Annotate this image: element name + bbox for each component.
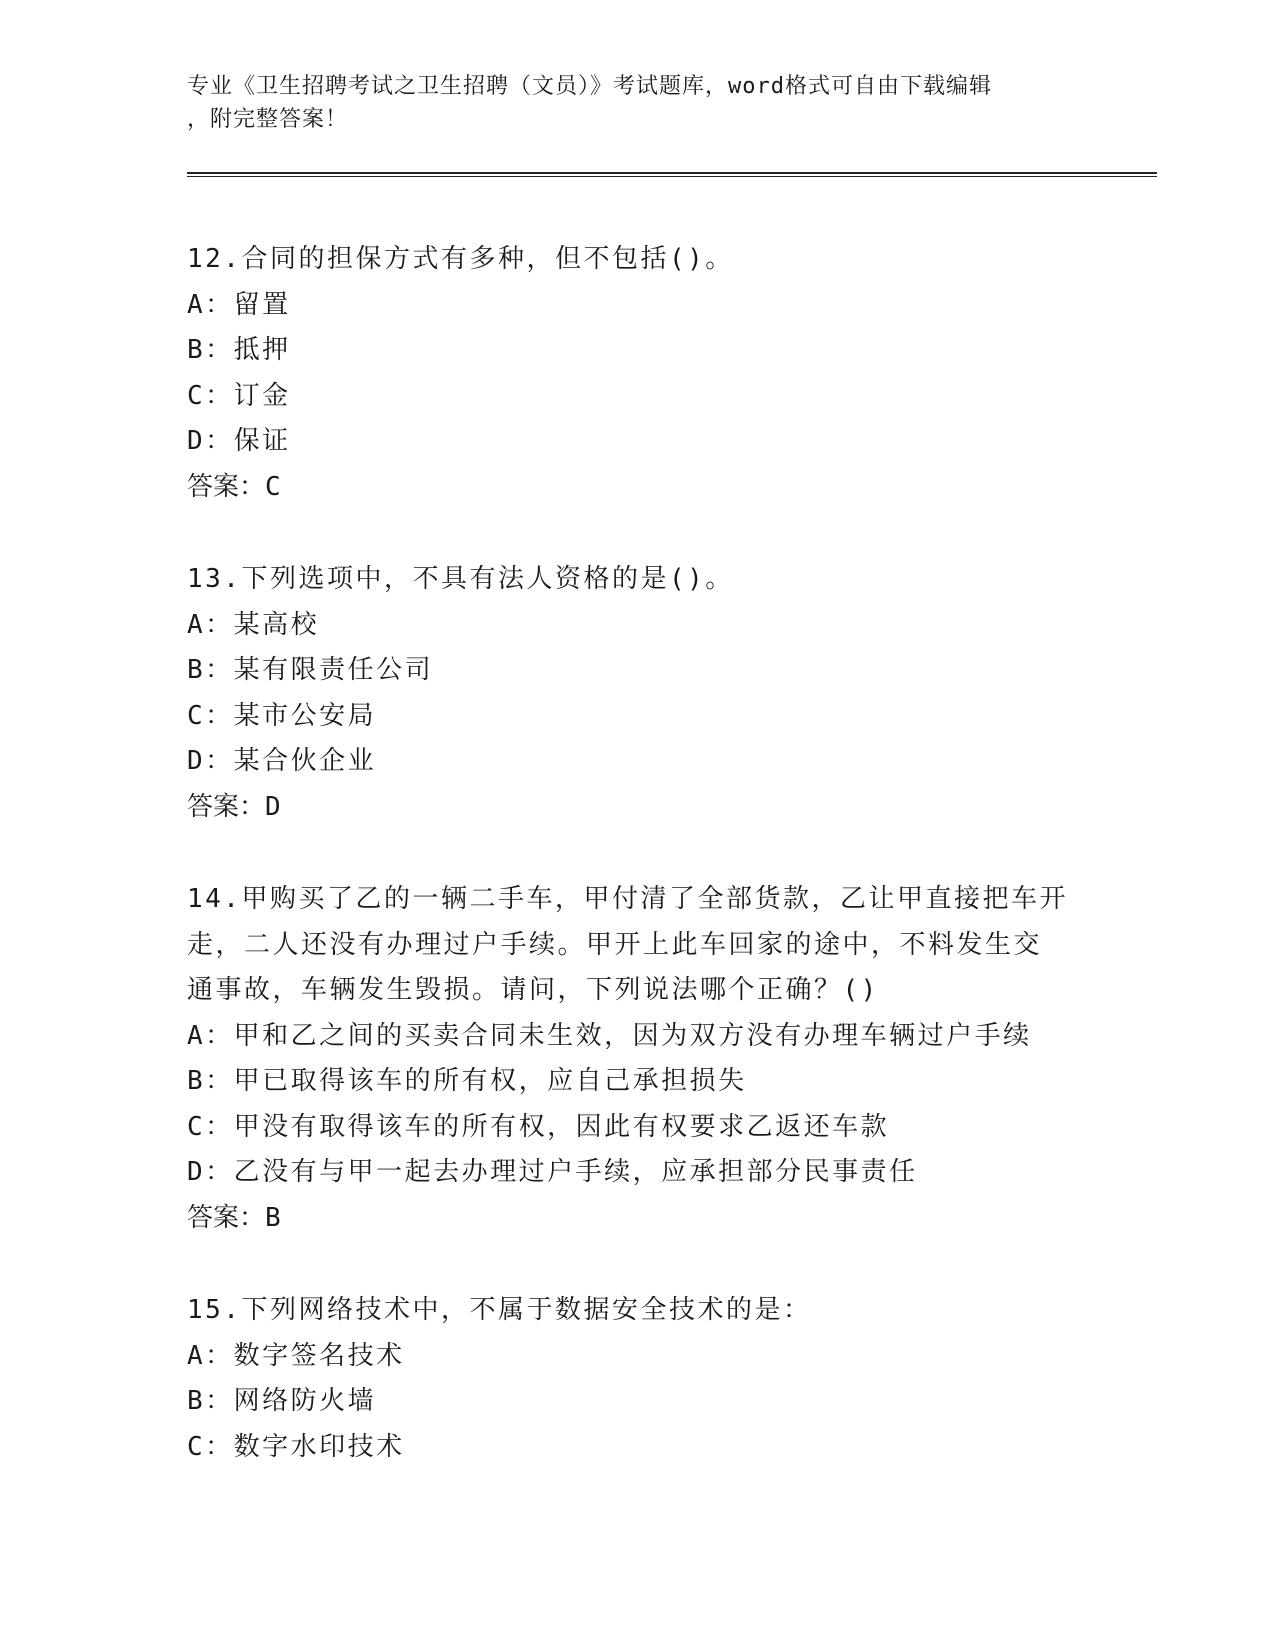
document-page: [187, 70, 1157, 1470]
option-c: C：数字水印技术: [187, 1431, 405, 1462]
answer-line: [187, 785, 1157, 831]
option-b: B：抵押: [187, 335, 291, 365]
question-stem-line-3: 通事故，车辆发生毁损。请问，下列说法哪个正确？(): [187, 975, 879, 1005]
answer-label: 答案：: [187, 1202, 266, 1233]
question-14: [187, 877, 1157, 1241]
header-divider: [187, 172, 1157, 177]
answer-label: 答案：: [187, 791, 266, 822]
option-a: A：数字签名技术: [187, 1340, 405, 1371]
answer-value: B: [265, 1202, 281, 1233]
option-b: B：网络防火墙: [187, 1386, 377, 1416]
option-d: D：保证: [187, 426, 291, 456]
option-a: A：留置: [187, 289, 291, 320]
option-a: A：某高校: [187, 609, 320, 640]
question-12: [187, 237, 1157, 510]
question-stem-line-1: 14.甲购买了乙的一辆二手车，甲付清了全部货款，乙让甲直接把车开: [187, 884, 1068, 914]
document-header: [187, 70, 1087, 136]
option-c: C：订金: [187, 380, 291, 411]
option-b: B：某有限责任公司: [187, 655, 434, 685]
question-15: [187, 1288, 1157, 1470]
answer-line: [187, 465, 1157, 511]
question-stem: 13.下列选项中，不具有法人资格的是()。: [187, 564, 734, 594]
option-a: A：甲和乙之间的买卖合同未生效，因为双方没有办理车辆过户手续: [187, 1020, 1032, 1051]
answer-value: C: [265, 471, 281, 502]
header-line-1: 专业《卫生招聘考试之卫生招聘（文员）》考试题库，word格式可自由下载编辑: [187, 74, 992, 99]
header-line-2: ，附完整答案！: [187, 107, 349, 132]
question-stem-line-2: 走，二人还没有办理过户手续。甲开上此车回家的途中，不料发生交: [187, 929, 1043, 960]
option-c: C：某市公安局: [187, 700, 377, 731]
question-13: [187, 557, 1157, 830]
question-stem: 12.合同的担保方式有多种，但不包括()。: [187, 244, 734, 274]
option-c: C：甲没有取得该车的所有权，因此有权要求乙返还车款: [187, 1111, 890, 1142]
answer-value: D: [265, 791, 281, 822]
option-d: D：乙没有与甲一起去办理过户手续，应承担部分民事责任: [187, 1157, 918, 1187]
question-stem: 15.下列网络技术中，不属于数据安全技术的是：: [187, 1295, 812, 1325]
option-d: D：某合伙企业: [187, 746, 377, 776]
answer-label: 答案：: [187, 471, 266, 502]
option-b: B：甲已取得该车的所有权，应自己承担损失: [187, 1066, 747, 1096]
answer-line: [187, 1196, 1157, 1242]
